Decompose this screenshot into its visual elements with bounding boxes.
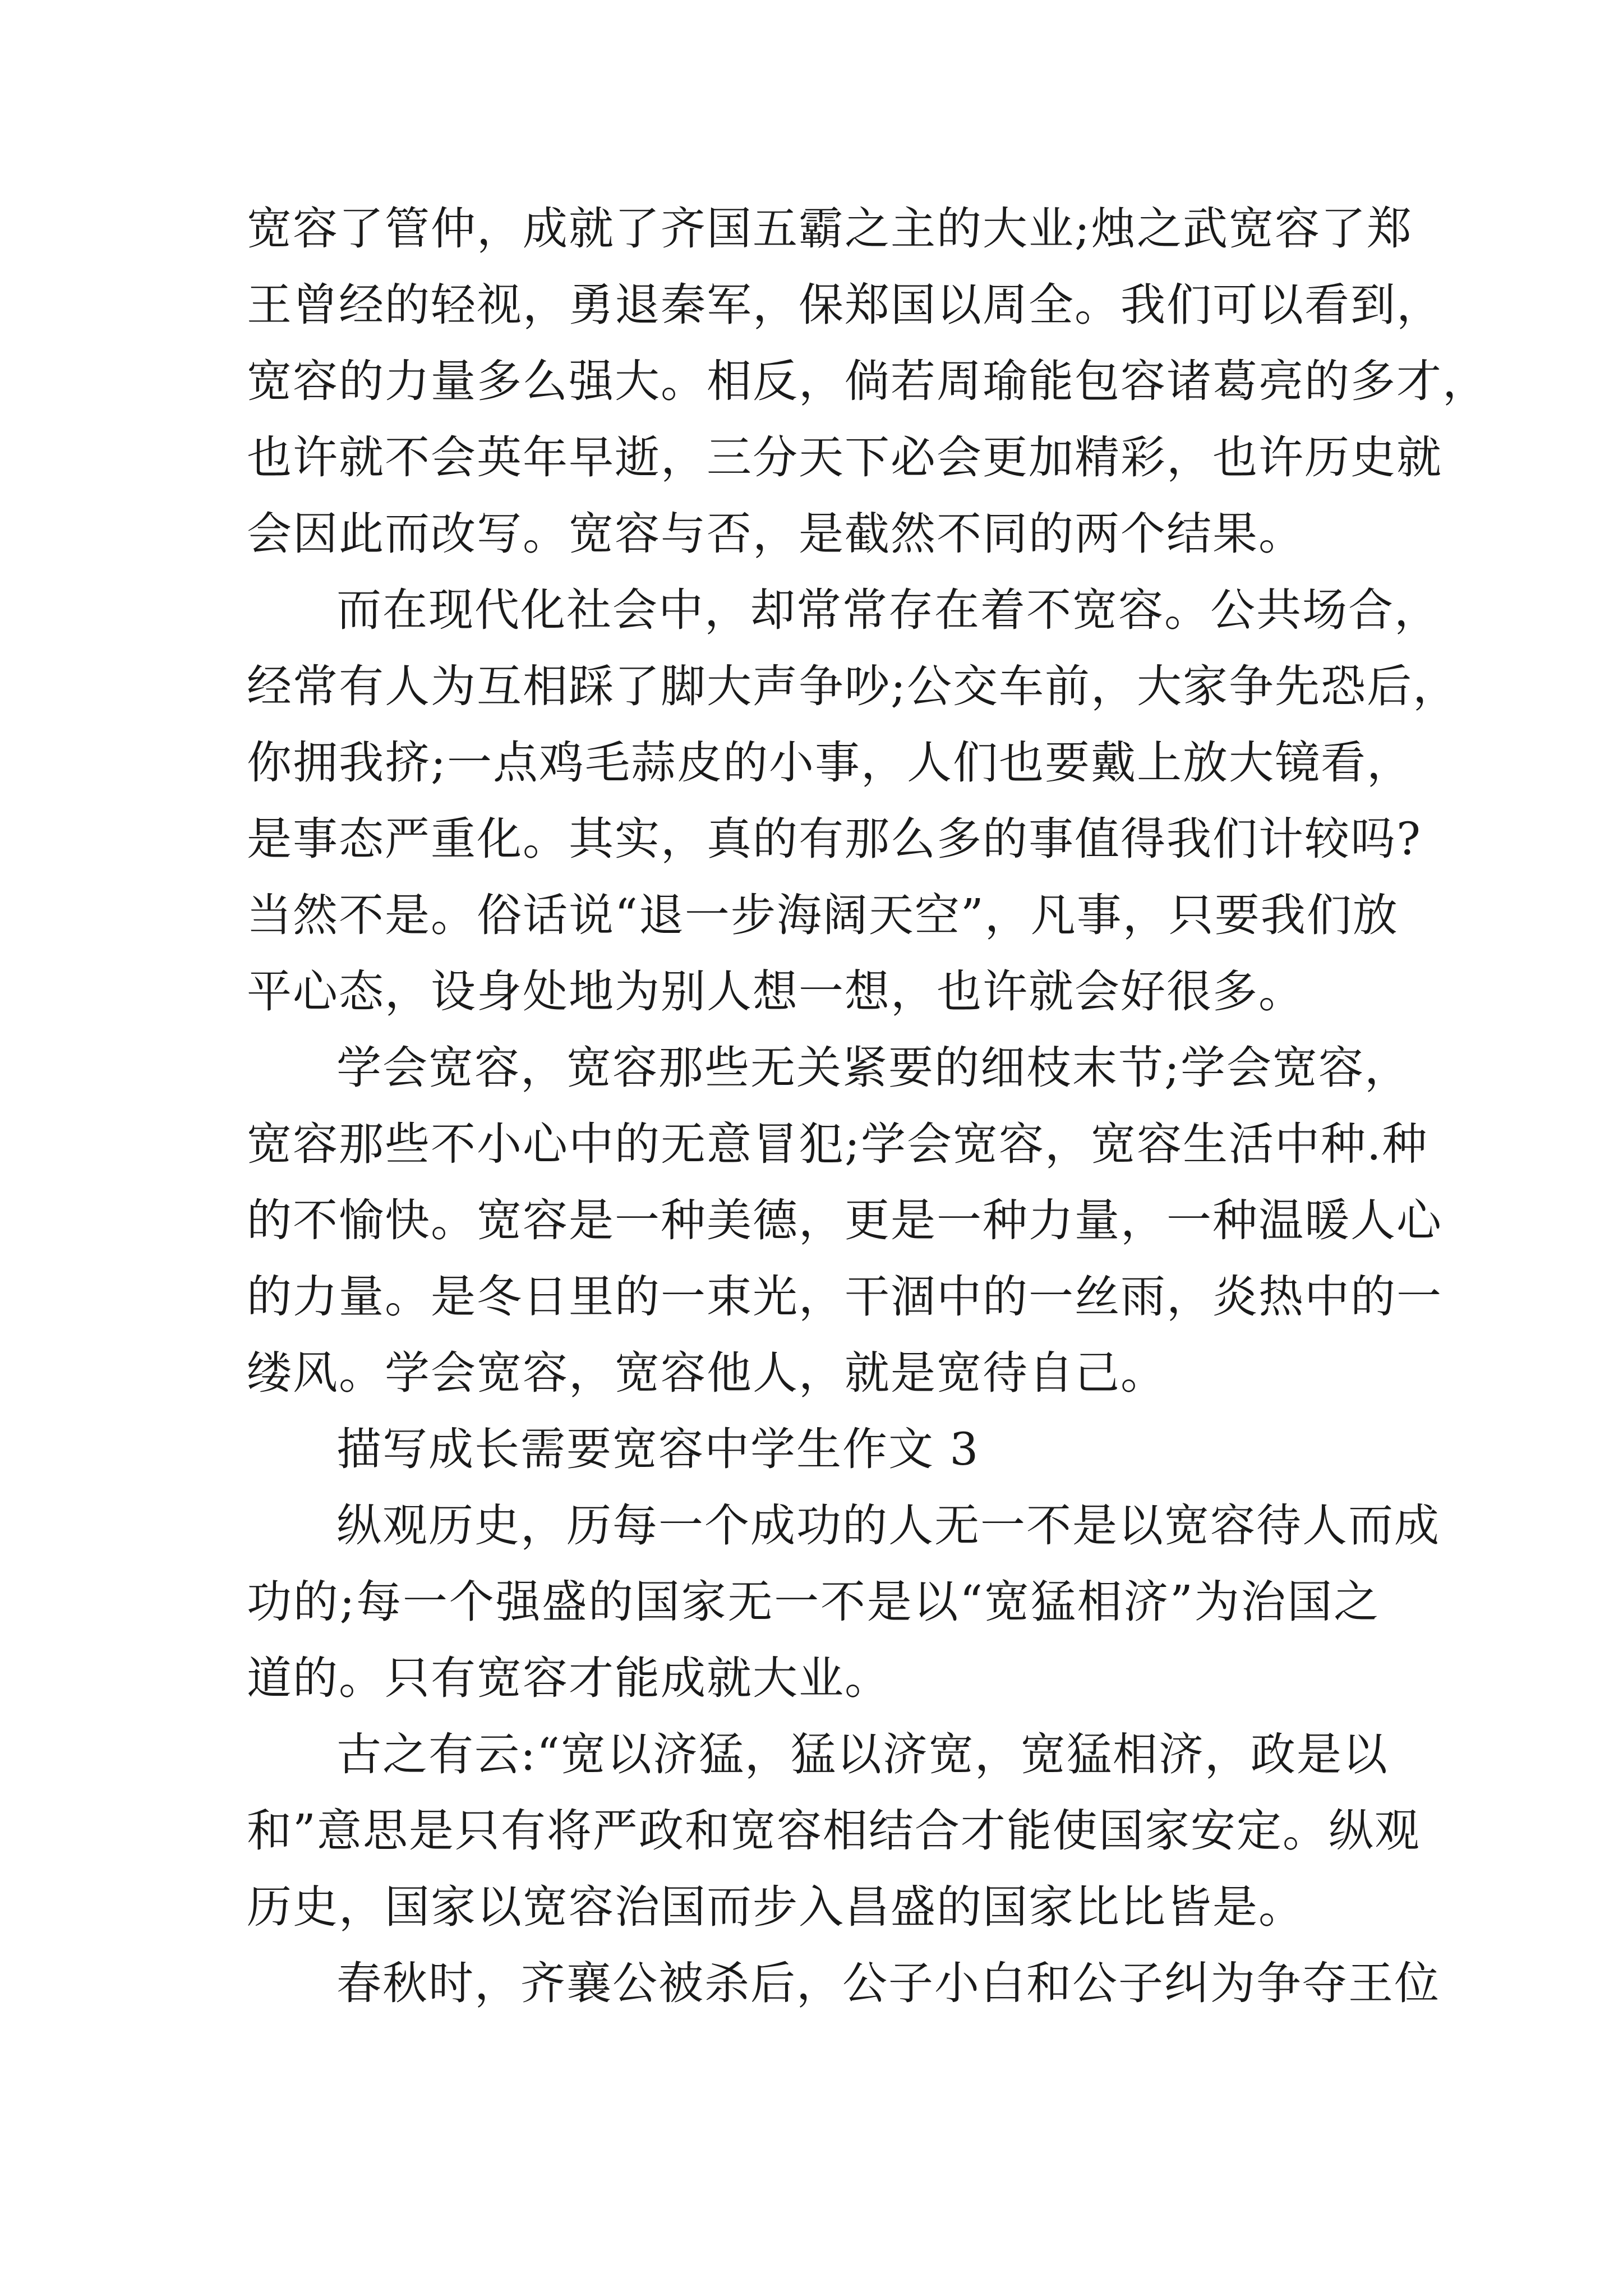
text-line: 宽容了管仲，成就了齐国五霸之主的大业;烛之武宽容了郑 [247, 203, 1413, 255]
text-line: 当然不是。俗话说“退一步海阔天空”，凡事，只要我们放 [247, 889, 1399, 941]
paragraph-first-line: 纵观历史，历每一个成功的人无一不是以宽容待人而成 [336, 1499, 1440, 1552]
text-line: 历史，国家以宽容治国而步入昌盛的国家比比皆是。 [247, 1881, 1304, 1933]
document-body [247, 191, 1488, 2022]
text-line: 也许就不会英年早逝，三分天下必会更加精彩，也许历史就 [247, 431, 1442, 484]
text-line: 功的;每一个强盛的国家无一不是以“宽猛相济”为治国之 [247, 1576, 1380, 1628]
section-heading: 描写成长需要宽容中学生作文 3 [336, 1423, 980, 1475]
text-line: 和”意思是只有将严政和宽容相结合才能使国家安定。纵观 [247, 1805, 1421, 1857]
text-line: 宽容的力量多么强大。相反，倘若周瑜能包容诸葛亮的多才， [247, 355, 1488, 407]
text-line: 道的。只有宽容才能成就大业。 [247, 1652, 891, 1704]
text-line: 的力量。是冬日里的一束光，干涸中的一丝雨，炎热中的一 [247, 1271, 1442, 1323]
text-line: 你拥我挤;一点鸡毛蒜皮的小事，人们也要戴上放大镜看， [247, 737, 1413, 789]
text-line: 缕风。学会宽容，宽容他人，就是宽待自己。 [247, 1347, 1166, 1399]
text-line: 王曾经的轻视，勇退秦军，保郑国以周全。我们可以看到， [247, 279, 1442, 331]
paragraph-first-line: 古之有云:“宽以济猛，猛以济宽，宽猛相济，政是以 [336, 1728, 1389, 1780]
text-line: 经常有人为互相踩了脚大声争吵;公交车前，大家争先恐后， [247, 660, 1459, 712]
text-line: 平心态，设身处地为别人想一想，也许就会好很多。 [247, 965, 1304, 1018]
text-line: 的不愉快。宽容是一种美德，更是一种力量，一种温暖人心 [247, 1194, 1442, 1246]
text-line: 宽容那些不小心中的无意冒犯;学会宽容，宽容生活中种.种 [247, 1118, 1428, 1170]
paragraph-first-line: 而在现代化社会中，却常常存在着不宽容。公共场合， [336, 584, 1440, 636]
text-line: 会因此而改写。宽容与否，是截然不同的两个结果。 [247, 508, 1304, 560]
paragraph-first-line: 学会宽容，宽容那些无关紧要的细枝末节;学会宽容， [336, 1042, 1410, 1094]
paragraph-first-line: 春秋时，齐襄公被杀后，公子小白和公子纠为争夺王位 [336, 1957, 1440, 2009]
text-line: 是事态严重化。其实，真的有那么多的事值得我们计较吗? [247, 813, 1422, 865]
